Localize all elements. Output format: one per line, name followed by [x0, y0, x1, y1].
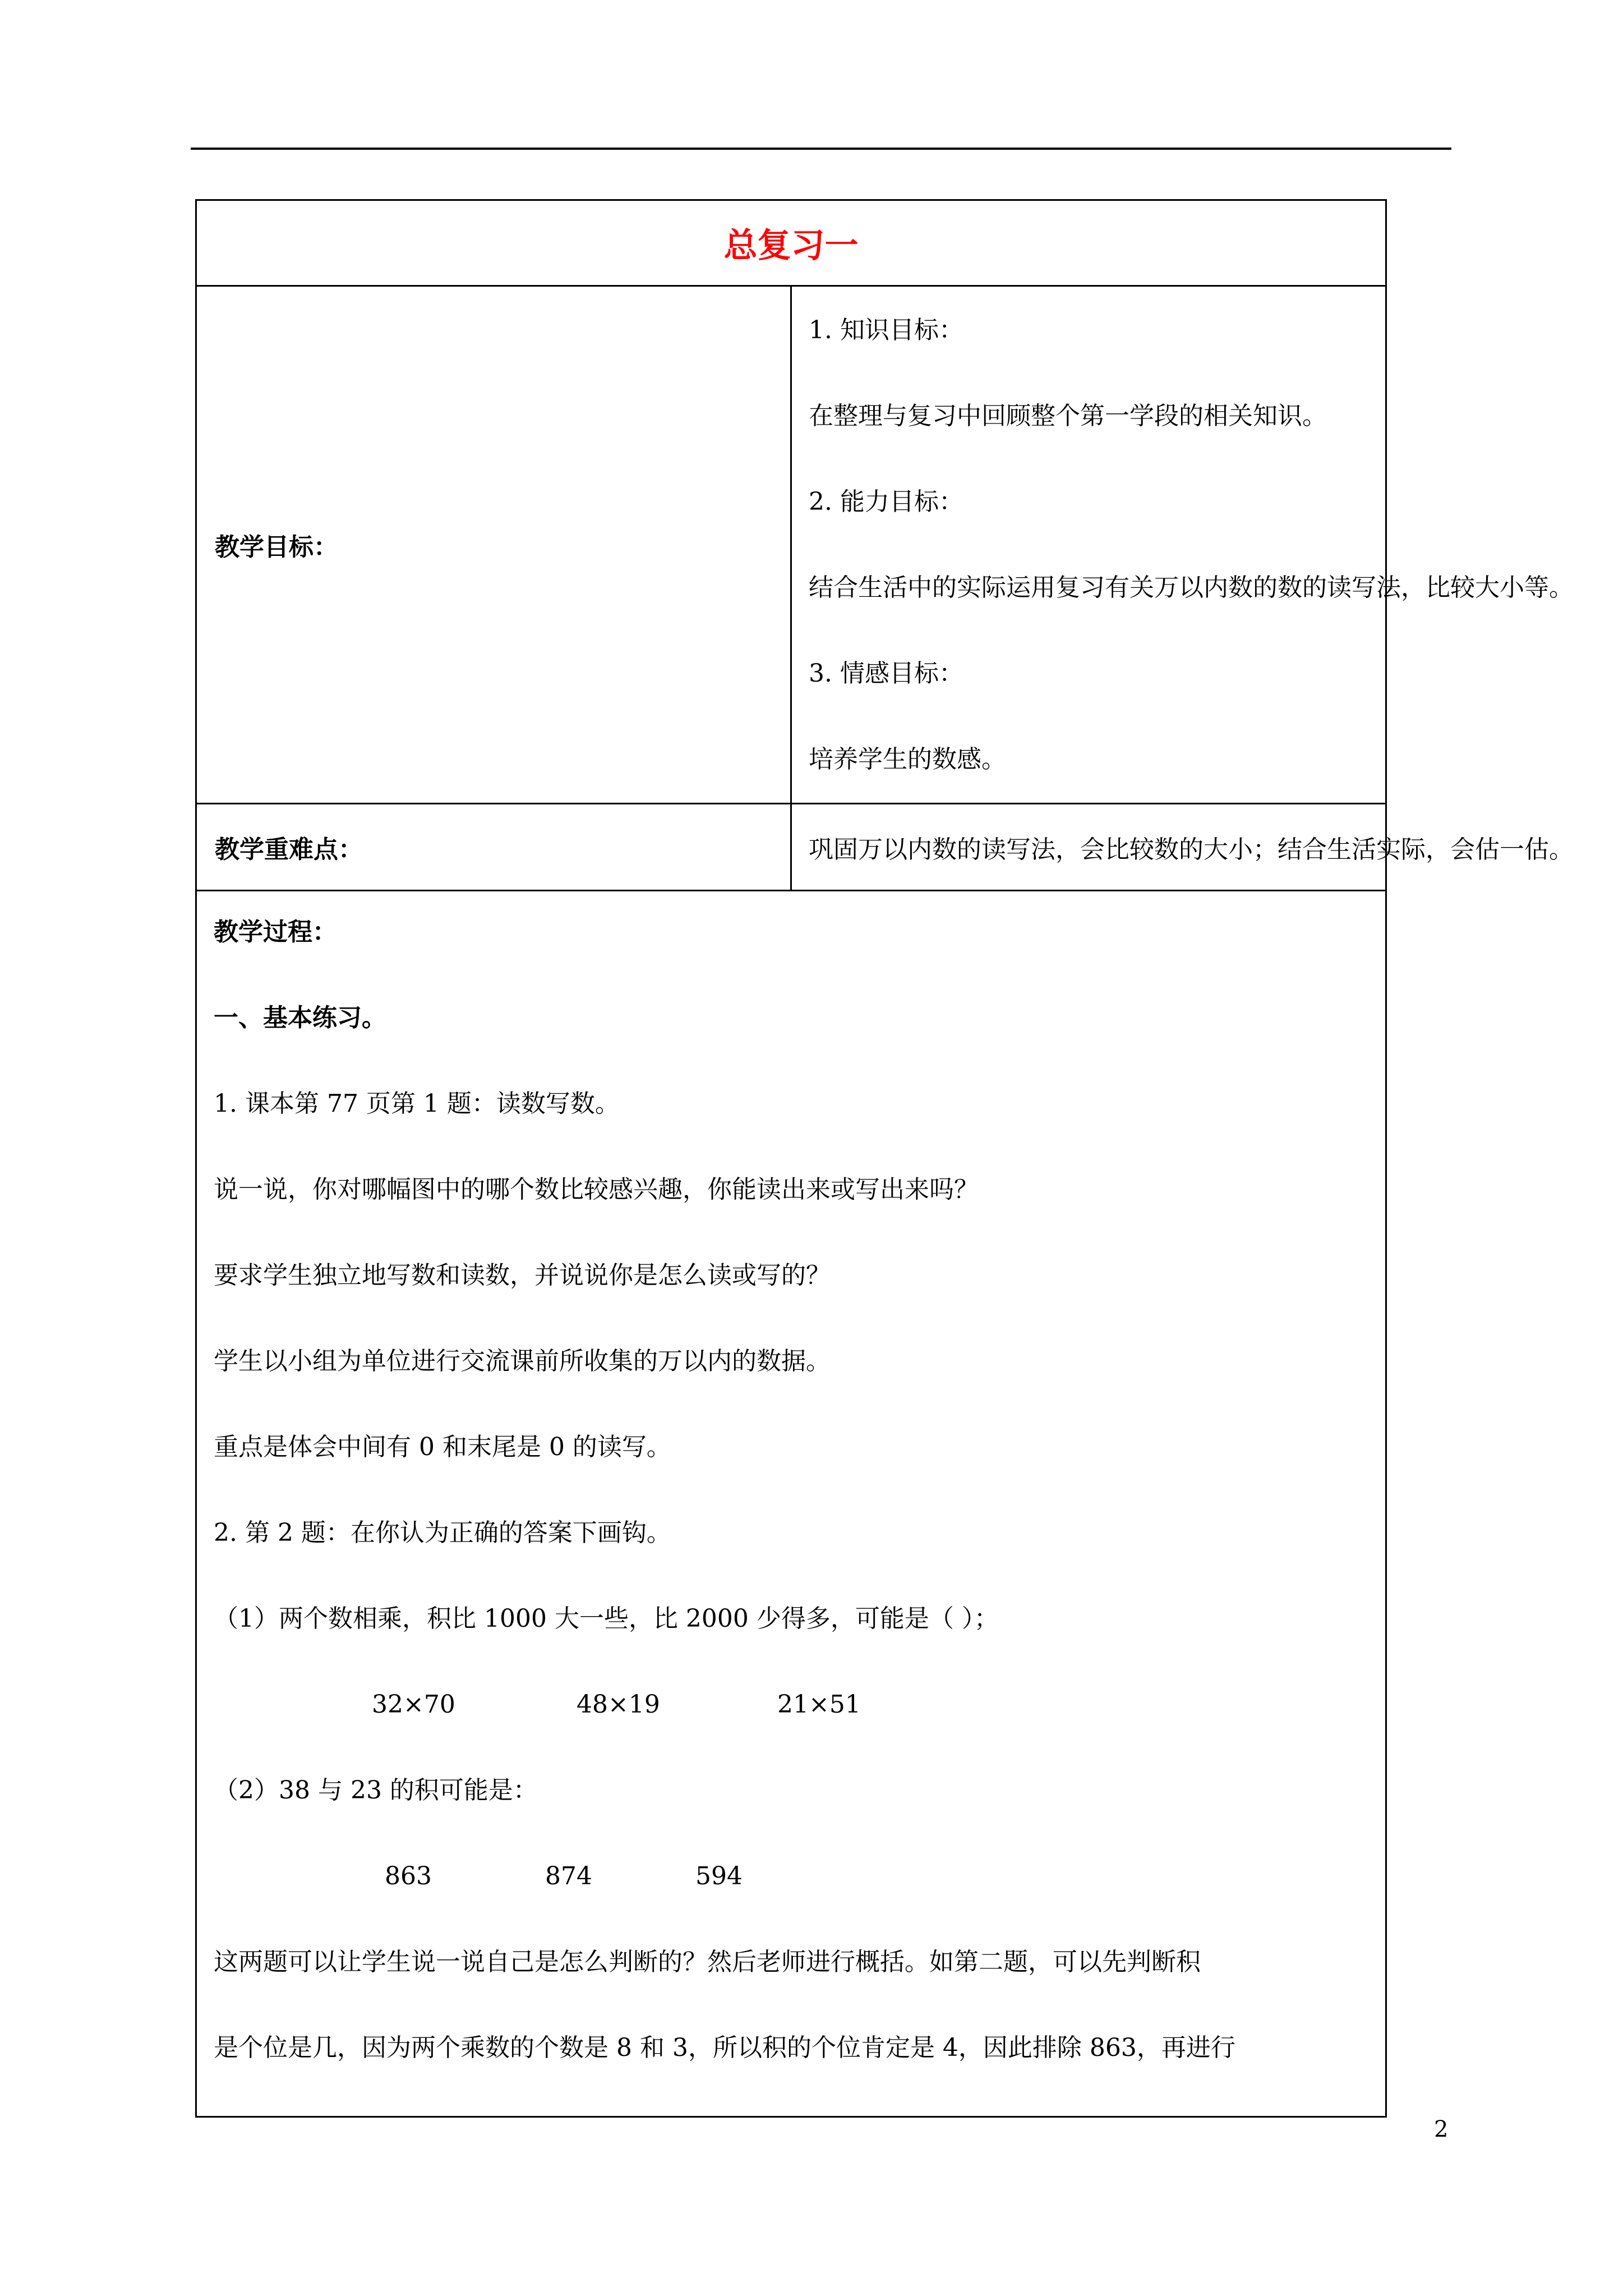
- answer-option: 594: [695, 1862, 743, 1890]
- difficulties-content: 巩固万以内数的读写法，会比较数的大小；结合生活实际，会估一估。: [791, 804, 1386, 891]
- explanation-line: 这两题可以让学生说一说自己是怎么判断的？然后老师进行概括。如第二题，可以先判断积: [214, 1948, 1201, 1976]
- process-line: 1. 课本第 77 页第 1 题：读数写数。: [214, 1089, 620, 1118]
- page-number: 2: [1434, 2116, 1449, 2142]
- title-cell: [196, 200, 1386, 286]
- answer-option: 874: [545, 1862, 592, 1890]
- objective-line: 结合生活中的实际运用复习有关万以内数的数的读写法，比较大小等。: [809, 573, 1574, 602]
- explanation-line: 是个位是几，因为两个乘数的个数是 8 和 3，所以积的个位肯定是 4，因此排除 863，再进行: [214, 2033, 1235, 2062]
- process-line: 说一说，你对哪幅图中的哪个数比较感兴趣，你能读出来或写出来吗？: [214, 1175, 979, 1204]
- objective-line: 2. 能力目标：: [809, 487, 963, 516]
- answer-options-2: [214, 1851, 1385, 1937]
- answer-option: 32×70: [372, 1690, 455, 1719]
- lesson-plan-table: [195, 199, 1574, 2118]
- objectives-content: [791, 286, 1574, 804]
- process-line: 2. 第 2 题：在你认为正确的答案下画钩。: [214, 1519, 671, 1547]
- answer-option: 21×51: [777, 1690, 861, 1719]
- section-heading: 一、基本练习。: [214, 1004, 386, 1032]
- header-rule: [191, 148, 1451, 150]
- answer-option: 863: [385, 1862, 432, 1890]
- objective-line: 培养学生的数感。: [809, 745, 1006, 774]
- objective-line: 3. 情感目标：: [809, 659, 963, 688]
- process-line: 要求学生独立地写数和读数，并说说你是怎么读或写的？: [214, 1261, 831, 1290]
- process-content: [196, 891, 1386, 2117]
- difficulties-label: 教学重难点：: [196, 804, 791, 891]
- process-line: 学生以小组为单位进行交流课前所收集的万以内的数据。: [214, 1347, 831, 1375]
- question-2: （2）38 与 23 的积可能是：: [214, 1776, 538, 1805]
- answer-options-1: [214, 1680, 1385, 1765]
- question-1: （1）两个数相乘，积比 1000 大一些，比 2000 少得多，可能是（ ）；: [214, 1604, 999, 1633]
- objective-line: 1. 知识目标：: [809, 316, 963, 344]
- objective-line: 在整理与复习中回顾整个第一学段的相关知识。: [809, 402, 1327, 430]
- answer-option: 48×19: [577, 1690, 660, 1719]
- process-line: 重点是体会中间有 0 和末尾是 0 的读写。: [214, 1433, 671, 1461]
- lesson-title: 总复习一: [723, 226, 859, 265]
- process-heading: 教学过程：: [214, 918, 337, 946]
- objectives-label: 教学目标：: [196, 286, 791, 804]
